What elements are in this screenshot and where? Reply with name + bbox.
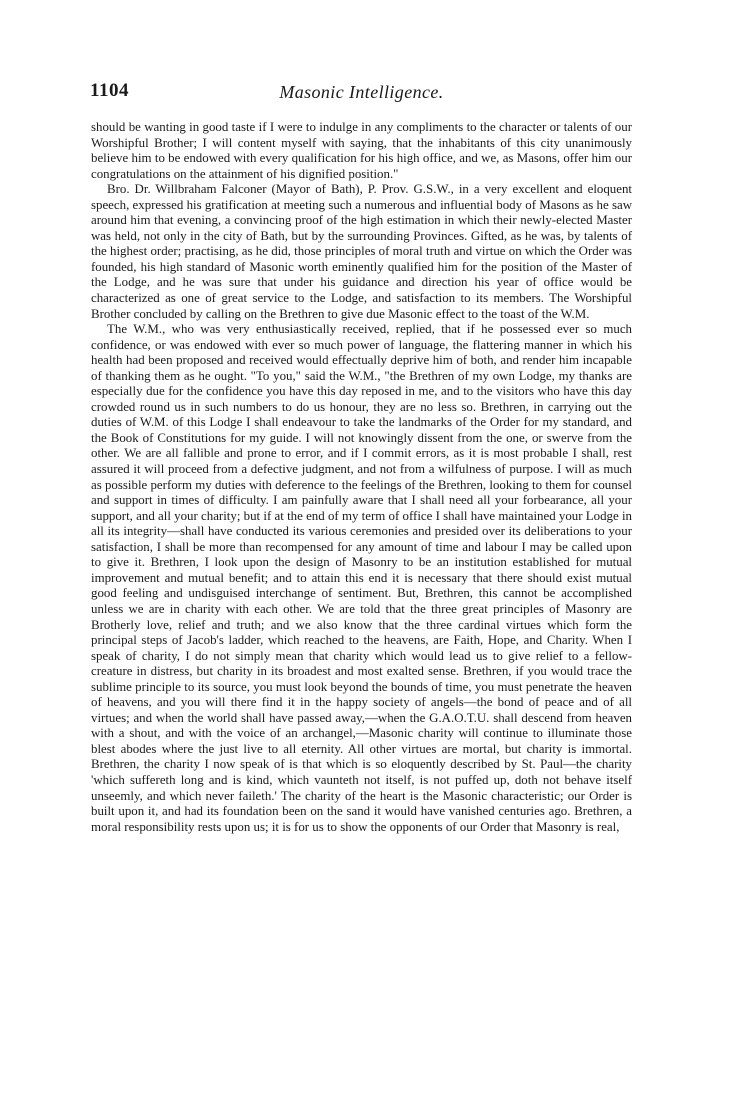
paragraph-wm-reply: The W.M., who was very enthusiastically received, replied, that if he possessed ever so much confidence, or was endowed with ever so much power of language, the flattering manner in which his health had been proposed and received would effectually deprive him of both, and render him incapable of thanking them as he ought. "To you," said the W.M., "the Brethren of my own Lodge, my thanks are especially due for the confidence you have this day reposed in me, and to the visitors who have this day crowded round us in such numbers to do us honour, they are no less so. Brethren, in carrying out the duties of W.M. of this Lodge I shall endeavour to take the landmarks of the Order for my standard, and the Book of Constitutions for my guide. I will not knowingly dissent from the one, or swerve from the other. We are all fallible and prone to error, and if I commit errors, as it is most probable I shall, rest assured it will proceed from a defective judgment, and not from a wilfulness of purpose. I will as much as possible perform my duties with deference to the feelings of the Brethren, looking to them for counsel and support in times of difficulty. I am painfully aware that I shall need all your forbearance, all your support, and all your charity; but if at the end of my term of office I shall have maintained your Lodge in all its integrity—shall have conducted its various ceremonies and presided over its deliberations to your satisfaction, I shall be more than recompensed for any amount of time and labour I may be called upon to give it. Brethren, I look upon the design of Masonry to be an institution established for mutual improvement and mutual benefit; and to attain this end it is necessary that there should exist mutual good feeling and undisguised interchange of sentiment. But, Brethren, this cannot be accomplished unless we are in charity with each other. We are told that the three great principles of Masonry are Brotherly love, relief and truth; and we also know that the three cardinal virtues which form the principal steps of Jacob's ladder, which reached to the heavens, are Faith, Hope, and Charity. When I speak of charity, I do not simply mean that charity which would lead us to give relief to a fellow-creature in distress, but charity in its broadest and most exalted sense. Brethren, if you would trace the sublime principle to its source, you must look beyond the bounds of time, you must penetrate the heaven of heavens, and you will there find it in the happy society of angels—the bond of peace and of all virtues; and when the world shall have passed away,—when the G.A.O.T.U. shall descend from heaven with a shout, and with the voice of an archangel,—Masonic charity will continue to illuminate those blest abodes where the just live to all eternity. All other virtues are mortal, but charity is immortal. Brethren, the charity I now speak of is that which is so eloquently described by St. Paul—the charity 'which suffereth long and is kind, which vaunteth not itself, is not puffed up, doth not behave itself unseemly, and which never faileth.' The charity of the heart is the Masonic characteristic; our Order is built upon it, and had its foundation been on the sand it would have vanished centuries ago. Brethren, a moral responsibility rests upon us; it is for us to show the opponents of our Order that Masonry is real,: [91, 322, 632, 834]
article-body: [91, 120, 632, 835]
page-header: [90, 80, 633, 110]
paragraph-continuation: should be wanting in good taste if I were to indulge in any compliments to the character or talents of our Worshipful Brother; I will content myself with saying, that the inhabitants of this city unanimously believe him to be endowed with every qualification for his high office, and we, as Masons, offer him our congratulations on the attainment of his dignified position.": [91, 120, 632, 181]
paragraph-falconer-speech: Bro. Dr. Willbraham Falconer (Mayor of Bath), P. Prov. G.S.W., in a very excellent and eloquent speech, expressed his gratification at meeting such a numerous and influential body of Masons as he saw around him that evening, a convincing proof of the high estimation in which their newly-elected Master was held, not only in the city of Bath, but by the surrounding Provinces. Gifted, as he was, by talents of the highest order; practising, as he did, those principles of moral truth and virtue on which the Order was founded, his high standard of Masonic worth eminently qualified him for the position of the Master of the Lodge, and he was sure that under his guidance and direction his year of office would be characterized as one of great service to the Lodge, and satisfaction to its members. The Worshipful Brother concluded by calling on the Brethren to give due Masonic effect to the toast of the W.M.: [91, 182, 632, 321]
running-title: Masonic Intelligence.: [279, 82, 444, 102]
page-number: 1104: [90, 80, 129, 101]
